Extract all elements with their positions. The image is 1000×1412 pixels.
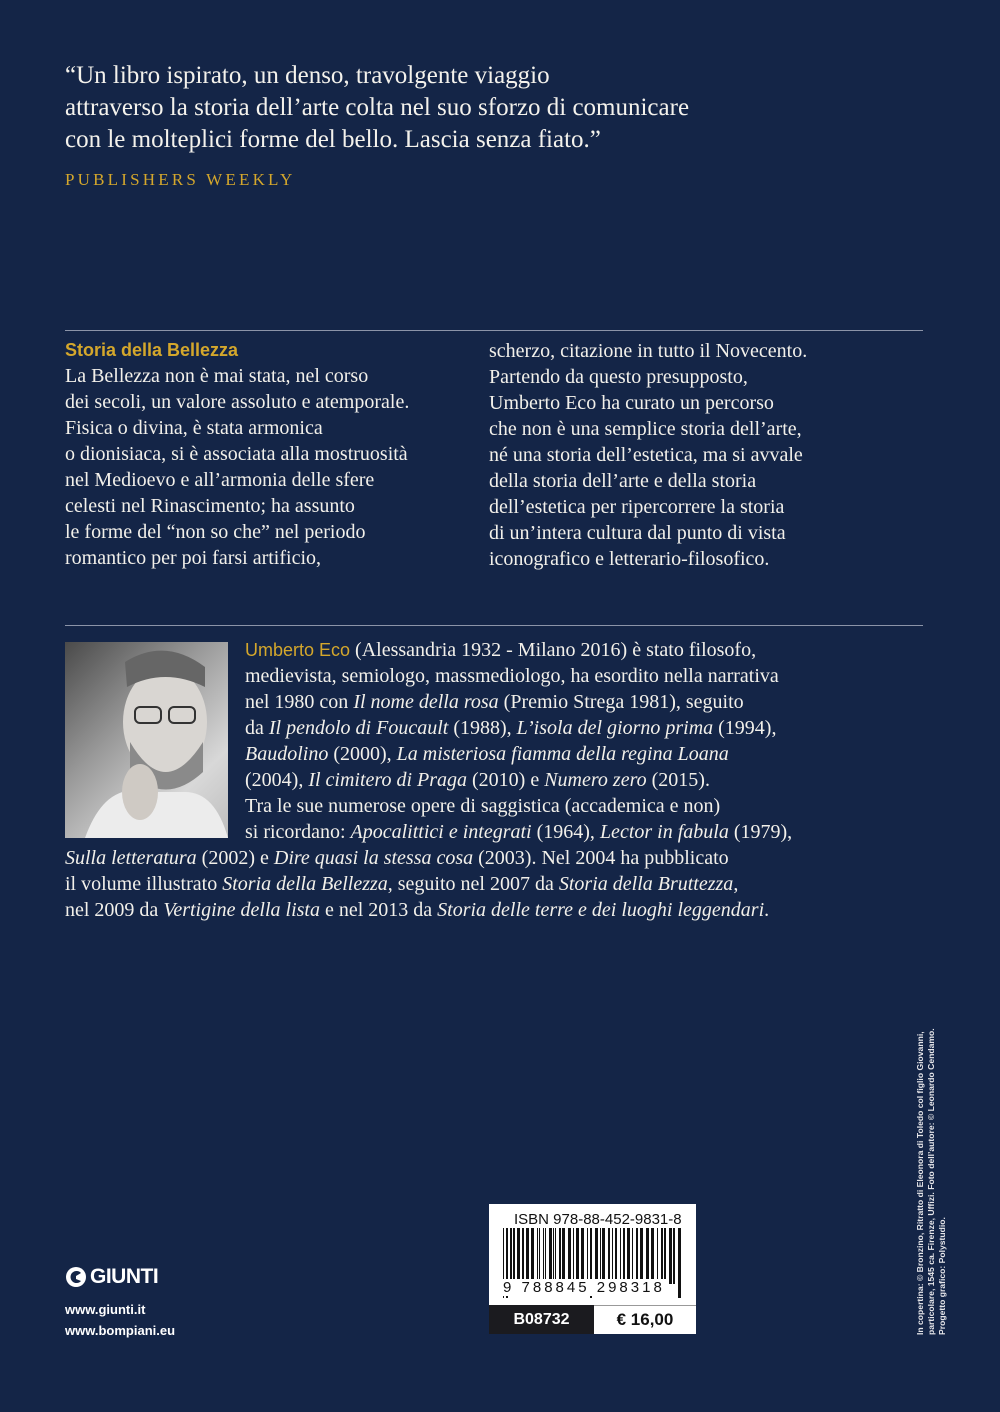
barcode-bar xyxy=(627,1228,630,1284)
bio-text: (2010) e xyxy=(467,769,545,791)
synopsis-line: o dionisiaca, si è associata alla mostruosità xyxy=(65,443,408,465)
barcode-bar xyxy=(531,1228,534,1284)
barcode-bar xyxy=(522,1228,524,1284)
bio-text: . xyxy=(764,899,770,921)
barcode-bar xyxy=(555,1228,556,1284)
barcode-bar xyxy=(612,1228,613,1284)
synopsis-line: né una storia dell’estetica, ma si avvale xyxy=(489,444,803,466)
giunti-logo-icon xyxy=(65,1266,87,1288)
credit-line: Progetto grafico: Polystudio. xyxy=(937,1217,947,1335)
barcode-bar xyxy=(661,1228,663,1284)
barcode-bar xyxy=(657,1228,658,1284)
barcode-bar xyxy=(581,1228,584,1284)
quote-line: “Un libro ispirato, un denso, travolgente viaggio xyxy=(65,62,550,89)
author-photo xyxy=(65,642,228,838)
publisher-logo xyxy=(65,1265,158,1289)
synopsis-line: celesti nel Rinascimento; ha assunto xyxy=(65,495,355,517)
synopsis-line: dei secoli, un valore assoluto e atemporale. xyxy=(65,391,410,413)
author-bio xyxy=(245,637,792,845)
barcode-bar xyxy=(537,1228,538,1284)
synopsis-line: scherzo, citazione in tutto il Novecento. xyxy=(489,340,808,362)
barcode-bar xyxy=(636,1228,638,1284)
barcode-bar xyxy=(595,1228,598,1284)
synopsis-right-column xyxy=(489,338,807,572)
book-title: Il cimitero di Praga xyxy=(308,769,468,791)
barcode-bar xyxy=(549,1228,552,1284)
image-credits xyxy=(915,1015,948,1335)
author-bio-continued xyxy=(65,845,769,923)
barcode-box xyxy=(489,1204,696,1334)
barcode-bar xyxy=(673,1228,675,1284)
barcode-bar xyxy=(640,1228,643,1284)
barcode-bar xyxy=(608,1228,610,1284)
book-title: Dire quasi la stessa cosa xyxy=(273,847,474,869)
book-title: Sulla letteratura xyxy=(65,847,197,869)
synopsis-line: Partendo da questo presupposto, xyxy=(489,366,748,388)
synopsis-line: della storia dell’arte e della storia xyxy=(489,470,757,492)
barcode-bar xyxy=(545,1228,546,1284)
barcode-bar xyxy=(576,1228,579,1284)
divider xyxy=(65,330,923,331)
barcode-bar xyxy=(600,1228,601,1284)
synopsis-line: romantico per poi farsi artificio, xyxy=(65,547,322,569)
bio-text: (2003). Nel 2004 ha pubblicato xyxy=(473,847,729,869)
book-title: Lector in fabula xyxy=(599,821,729,843)
bio-text: Tra le sue numerose opere di saggistica (accademica e non) xyxy=(245,795,721,817)
quote-line: attraverso la storia dell’arte colta nel suo sforzo di comunicare xyxy=(65,94,690,121)
bio-text: (2000), xyxy=(328,743,397,765)
book-title: L’isola del giorno prima xyxy=(516,717,714,739)
barcode-bar xyxy=(632,1228,633,1284)
credit-line: particolare, 1545 ca. Firenze, Uffizi. Foto dell’autore: © Leonardo Cendamo. xyxy=(926,1028,936,1335)
bio-text: (2004), xyxy=(245,769,309,791)
bio-line xyxy=(245,741,792,767)
divider xyxy=(65,625,923,626)
bio-text: , seguito nel 2007 da xyxy=(387,873,559,895)
price: € 16,00 xyxy=(594,1305,696,1334)
bio-text: (1979), xyxy=(728,821,793,843)
bio-line xyxy=(245,663,792,689)
barcode-bar xyxy=(651,1228,654,1284)
barcode-bar xyxy=(526,1228,529,1284)
barcode-bar xyxy=(517,1228,520,1284)
quote-line: con le molteplici forme del bello. Lascia senza fiato.” xyxy=(65,126,601,153)
synopsis-line: Umberto Eco ha curato un percorso xyxy=(489,392,774,414)
bio-line xyxy=(245,819,792,845)
barcode-bar xyxy=(573,1228,574,1284)
synopsis-line: le forme del “non so che” nel periodo xyxy=(65,521,366,543)
barcode-bar xyxy=(559,1228,561,1284)
bio-text: si ricordano: xyxy=(245,821,351,843)
barcode-bar xyxy=(553,1228,554,1284)
book-title: La misteriosa fiamma della regina Loana xyxy=(396,743,729,765)
barcode-bar xyxy=(602,1228,605,1284)
bio-line xyxy=(245,689,792,715)
bio-text: nel 1980 con xyxy=(245,691,354,713)
barcode-bar xyxy=(678,1228,681,1298)
book-title: Apocalittici e integrati xyxy=(350,821,532,843)
bio-line xyxy=(65,871,769,897)
barcode-bar xyxy=(568,1228,571,1284)
bio-text: (Premio Strega 1981), seguito xyxy=(498,691,744,713)
barcode-bar xyxy=(513,1228,515,1284)
barcode-bar xyxy=(620,1228,621,1284)
book-title: Storia delle terre e dei luoghi leggendari xyxy=(437,899,765,921)
book-title: Il nome della rosa xyxy=(353,691,499,713)
review-quote xyxy=(65,60,689,156)
synopsis-line: iconografico e letterario-filosofico. xyxy=(489,548,770,570)
book-title: Baudolino xyxy=(245,743,329,765)
url-bompiani[interactable]: www.bompiani.eu xyxy=(65,1323,176,1338)
synopsis-line: che non è una semplice storia dell’arte, xyxy=(489,418,802,440)
synopsis-title: Storia della Bellezza xyxy=(65,340,239,360)
book-title: Il pendolo di Foucault xyxy=(268,717,449,739)
barcode-bar xyxy=(543,1228,544,1284)
bio-text: (1994), xyxy=(713,717,777,739)
synopsis-line: La Bellezza non è mai stata, nel corso xyxy=(65,365,369,387)
barcode-bar xyxy=(646,1228,649,1284)
barcode-bar xyxy=(615,1228,617,1284)
logo-text: GIUNTI xyxy=(90,1265,159,1288)
url-giunti[interactable]: www.giunti.it xyxy=(65,1302,146,1317)
synopsis-left-column xyxy=(65,337,409,571)
bio-line xyxy=(65,845,769,871)
product-code: B08732 xyxy=(489,1305,594,1334)
bio-text: , xyxy=(733,873,739,895)
bio-line xyxy=(245,715,792,741)
barcode-bar xyxy=(510,1228,512,1284)
bio-line xyxy=(245,637,792,663)
bio-text: da xyxy=(245,717,269,739)
synopsis-line: di un’intera cultura dal punto di vista xyxy=(489,522,786,544)
bio-text: (1964), xyxy=(531,821,600,843)
bio-text: il volume illustrato xyxy=(65,873,223,895)
book-title: Vertigine della lista xyxy=(163,899,320,921)
book-title: Storia della Bellezza xyxy=(222,873,388,895)
bio-text: nel 2009 da xyxy=(65,899,164,921)
author-name: Umberto Eco xyxy=(245,640,351,660)
credit-line: In copertina: © Bronzino, Ritratto di Eleonora di Toledo col figlio Giovanni, xyxy=(915,1031,925,1335)
barcode-bar xyxy=(539,1228,540,1284)
bio-line xyxy=(245,793,792,819)
isbn-label: ISBN 978-88-452-9831-8 xyxy=(514,1211,682,1228)
barcode-bar xyxy=(623,1228,625,1284)
quote-source: PUBLISHERS WEEKLY xyxy=(65,170,296,189)
synopsis-line: nel Medioevo e all’armonia delle sfere xyxy=(65,469,375,491)
book-title: Numero zero xyxy=(544,769,647,791)
bio-text: (2002) e xyxy=(196,847,274,869)
synopsis-line: Fisica o divina, è stata armonica xyxy=(65,417,323,439)
barcode-digits: 9 788845 298318 xyxy=(503,1279,665,1296)
synopsis-line: dell’estetica per ripercorrere la storia xyxy=(489,496,785,518)
barcode-bar xyxy=(664,1228,666,1284)
bio-text: (1988), xyxy=(448,717,517,739)
bio-text: (Alessandria 1932 - Milano 2016) è stato filosofo, xyxy=(350,639,757,661)
bio-line xyxy=(245,767,792,793)
bio-line xyxy=(65,897,769,923)
barcode-bar xyxy=(587,1228,588,1284)
barcode-bar xyxy=(669,1228,672,1284)
bio-text: e nel 2013 da xyxy=(319,899,438,921)
bio-text: (2015). xyxy=(646,769,710,791)
barcode-bar xyxy=(562,1228,565,1284)
book-title: Storia della Bruttezza xyxy=(558,873,734,895)
bio-text: medievista, semiologo, massmediologo, ha esordito nella narrativa xyxy=(245,665,779,687)
